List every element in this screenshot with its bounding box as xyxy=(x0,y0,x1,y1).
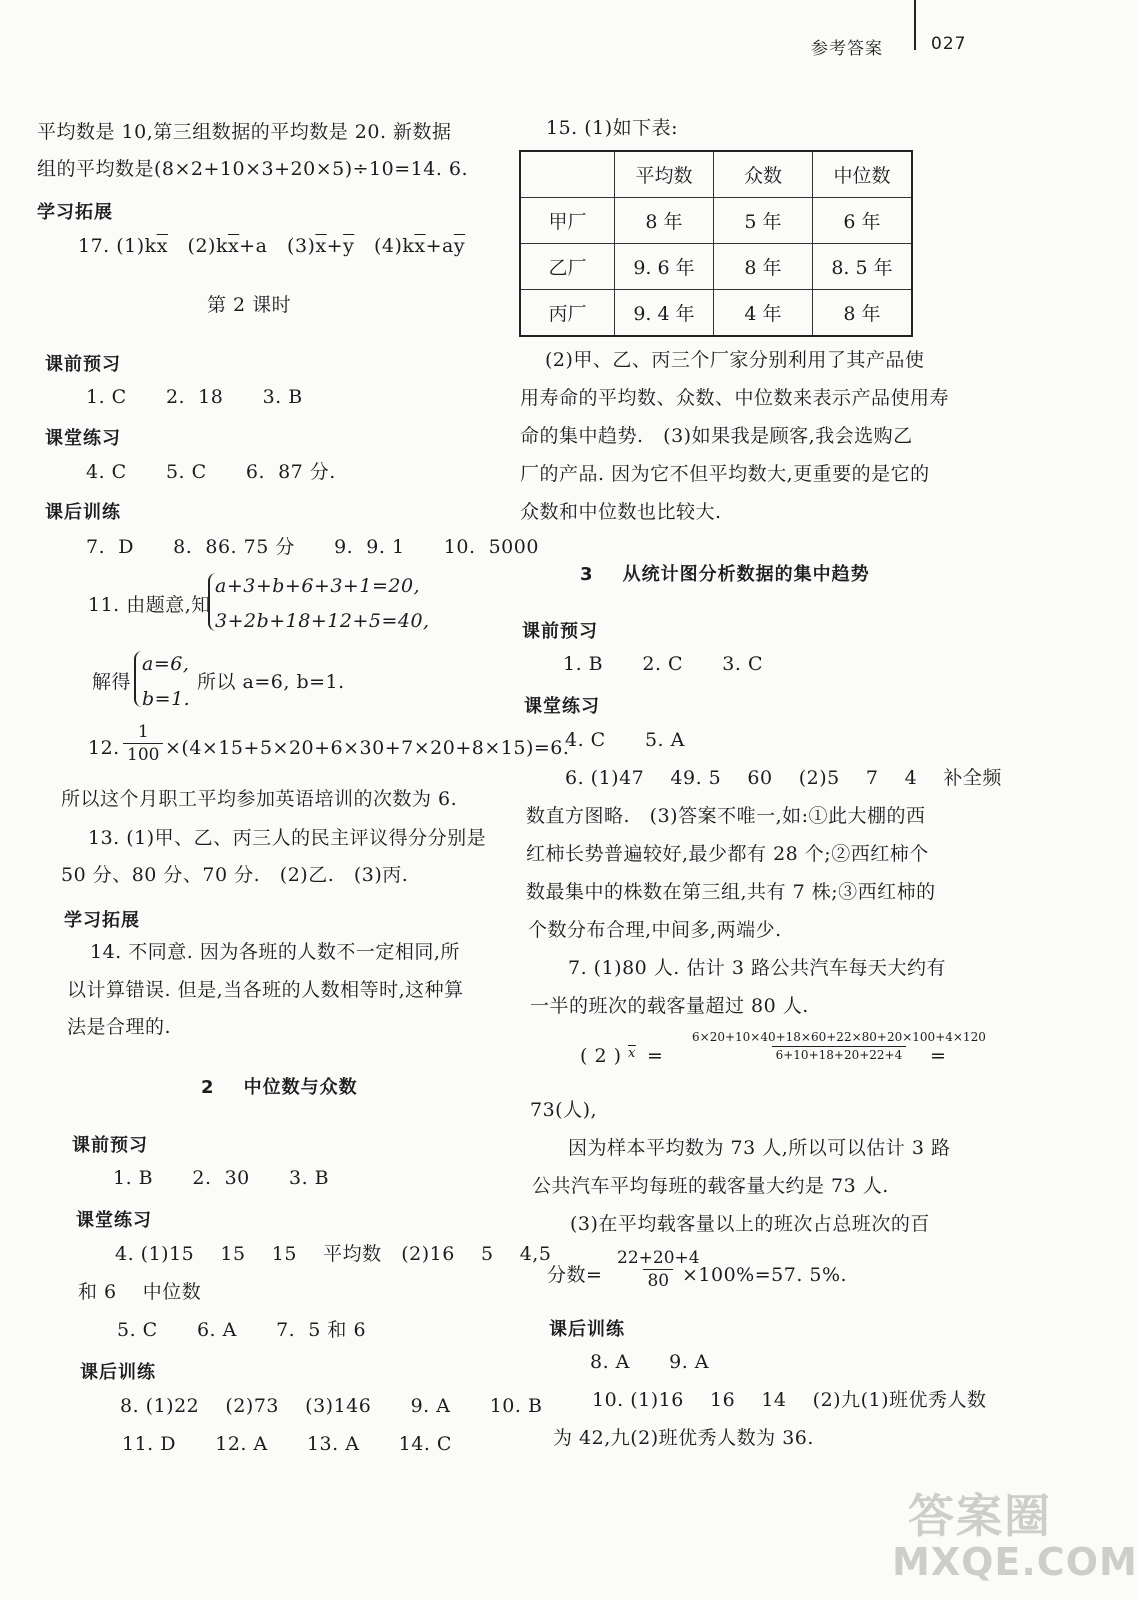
s3-q7-percent-numerator: 22+20+4 xyxy=(617,1248,700,1268)
q12-denominator: 100 xyxy=(123,743,163,765)
heading-xuexi-tuozhan-2: 学习拓展 xyxy=(64,910,140,931)
table-header-row xyxy=(520,151,912,198)
s3-q6-line-1: 6. (1)47 49. 5 60 (2)5 7 4 补全频 xyxy=(565,767,1002,789)
header-divider xyxy=(914,0,916,50)
s3-q7-line-4: 公共汽车平均每班的载客量大约是 73 人. xyxy=(532,1175,889,1197)
s3-q4-5: 4. C 5. A xyxy=(565,729,685,751)
q11-solution-brace xyxy=(134,651,142,707)
s3-q7-mean-numerator: 6×20+10×40+18×60+22×80+20×100+4×120 xyxy=(692,1030,986,1044)
table-cell: 9. 6 年 xyxy=(615,244,714,290)
s3-q7-part2-prefix: ( 2 ) xyxy=(580,1045,622,1067)
table-cell: 6 年 xyxy=(813,198,913,244)
heading-s3-khxl: 课后训练 xyxy=(549,1319,625,1340)
kqyx-answers: 1. C 2. 18 3. B xyxy=(86,386,303,408)
s3-q7-mean-symbol: $\overline{x}$ xyxy=(628,1046,636,1061)
table-header-cell: 中位数 xyxy=(813,151,913,198)
s3-q7-line-2: 一半的班次的载客量超过 80 人. xyxy=(530,995,809,1017)
table-cell: 乙厂 xyxy=(520,244,615,290)
s2-q4-line-2: 和 6 中位数 xyxy=(78,1281,202,1303)
q12-conclusion: 所以这个月职工平均参加英语培训的次数为 6. xyxy=(61,788,458,810)
q11-solution-1: a=6, xyxy=(142,653,190,675)
s2-q11-14: 11. D 12. A 13. A 14. C xyxy=(122,1433,452,1455)
s2-q8-10: 8. (1)22 (2)73 (3)146 9. A 10. B xyxy=(120,1395,543,1417)
q15-line-3: 命的集中趋势. (3)如果我是顾客,我会选购乙 xyxy=(520,425,913,447)
heading-s2-kqyx: 课前预习 xyxy=(72,1135,148,1156)
table-row xyxy=(520,198,912,244)
s3-q7-line-1: 7. (1)80 人. 估计 3 路公共汽车每天大约有 xyxy=(568,957,947,979)
q11-equation-2: 3+2b+18+12+5=40, xyxy=(215,610,430,632)
q13-line-1: 13. (1)甲、乙、丙三人的民主评议得分分别是 xyxy=(88,827,487,849)
table-header-cell: 平均数 xyxy=(615,151,714,198)
heading-khxl: 课后训练 xyxy=(45,502,121,523)
table-cell: 4 年 xyxy=(714,290,813,337)
q13-line-2: 50 分、80 分、70 分. (2)乙. (3)丙. xyxy=(61,864,409,886)
s3-q10-line-1: 10. (1)16 16 14 (2)九(1)班优秀人数 xyxy=(592,1389,987,1411)
s2-q4-line-1: 4. (1)15 15 15 平均数 (2)16 5 4,5 xyxy=(115,1243,552,1265)
q11-prefix: 11. 由题意,知 xyxy=(88,594,211,616)
s3-q7-equals-2: = xyxy=(930,1045,947,1067)
heading-kqyx: 课前预习 xyxy=(45,354,121,375)
s3-q7-mean-result: 73(人), xyxy=(530,1099,598,1121)
s2-kqyx-answers: 1. B 2. 30 3. B xyxy=(113,1167,330,1189)
q15-line-2: 用寿命的平均数、众数、中位数来表示产品使用寿 xyxy=(520,387,950,409)
table-cell: 8 年 xyxy=(714,244,813,290)
section-2-title: 2 中位数与众数 xyxy=(201,1077,358,1098)
q12-expression: ×(4×15+5×20+6×30+7×20+8×15)=6. xyxy=(165,737,570,759)
s2-q5-7: 5. C 6. A 7. 5 和 6 xyxy=(117,1319,367,1341)
heading-xuexi-tuozhan-1: 学习拓展 xyxy=(37,202,113,223)
q11-solution-2: b=1. xyxy=(142,688,191,710)
q15-line-1: (2)甲、乙、丙三个厂家分别利用了其产品使 xyxy=(545,349,925,371)
s3-q6-line-5: 个数分布合理,中间多,两端少. xyxy=(528,919,782,941)
table-cell: 9. 4 年 xyxy=(615,290,714,337)
watermark-site: MXQE.COM xyxy=(892,1540,1138,1584)
s3-q7-percent-result: ×100%=57. 5%. xyxy=(682,1264,848,1286)
continued-line-1: 平均数是 10,第三组数据的平均数是 20. 新数据 xyxy=(37,121,452,143)
q11-equation-1: a+3+b+6+3+1=20, xyxy=(215,575,421,597)
s3-q6-line-3: 红柿长势普遍较好,最少都有 28 个;②西红柿个 xyxy=(526,843,929,865)
table-cell: 8 年 xyxy=(615,198,714,244)
table-row xyxy=(520,244,912,290)
heading-s2-ktlx: 课堂练习 xyxy=(76,1210,152,1231)
s3-q7-line-5: (3)在平均载客量以上的班次占总班次的百 xyxy=(570,1213,930,1235)
s3-q7-equals-1: = xyxy=(647,1045,664,1067)
table-cell: 5 年 xyxy=(714,198,813,244)
heading-s2-khxl: 课后训练 xyxy=(80,1362,156,1383)
s3-q6-line-4: 数最集中的株数在第三组,共有 7 株;③西红柿的 xyxy=(526,881,936,903)
q15-line-5: 众数和中位数也比较大. xyxy=(520,501,722,523)
q11-solve-label: 解得 xyxy=(92,671,132,693)
table-cell: 甲厂 xyxy=(520,198,615,244)
page-number: 027 xyxy=(931,34,967,54)
s3-q7-line-3: 因为样本平均数为 73 人,所以可以估计 3 路 xyxy=(568,1137,951,1159)
running-header-title: 参考答案 xyxy=(811,39,883,59)
table-cell: 8 年 xyxy=(813,290,913,337)
lesson-2-title: 第 2 课时 xyxy=(207,294,292,316)
q12-numerator: 1 xyxy=(137,722,149,742)
watermark-logo: 答案圈 xyxy=(908,1489,1052,1543)
section-3-title: 3 从统计图分析数据的集中趋势 xyxy=(580,564,870,585)
table-row xyxy=(520,290,912,337)
table-header-cell: 众数 xyxy=(714,151,813,198)
q11-result: 所以 a=6, b=1. xyxy=(197,671,345,693)
s3-q8-9: 8. A 9. A xyxy=(590,1351,710,1373)
table-cell: 8. 5 年 xyxy=(813,244,913,290)
s3-q10-line-2: 为 42,九(2)班优秀人数为 36. xyxy=(553,1427,814,1449)
s3-q7-percent-denominator: 80 xyxy=(643,1269,673,1291)
s3-kqyx-answers: 1. B 2. C 3. C xyxy=(563,653,764,675)
question-17: 17. $(1)k\overline{x}$ $(2)k\overline{x}+a$ $(3)\overline{x}+\overline{y}$ $(4)k\overline{x}+a\overline{y}$ xyxy=(78,235,466,257)
table-cell: 丙厂 xyxy=(520,290,615,337)
continued-line-2: 组的平均数是(8×2+10×3+20×5)÷10=14. 6. xyxy=(37,158,469,180)
q12-fraction xyxy=(123,722,163,765)
heading-s3-kqyx: 课前预习 xyxy=(522,621,598,642)
heading-s3-ktlx: 课堂练习 xyxy=(524,696,600,717)
q14-line-1: 14. 不同意. 因为各班的人数不一定相同,所 xyxy=(90,941,460,963)
q15-intro: 15. (1)如下表: xyxy=(546,117,679,139)
s3-q7-mean-denominator: 6+10+18+20+22+4 xyxy=(772,1046,907,1062)
q15-line-4: 厂的产品. 因为它不但平均数大,更重要的是它的 xyxy=(520,463,930,485)
q12-prefix: 12. xyxy=(88,737,120,759)
q15-table xyxy=(519,150,913,337)
ktlx-answers: 4. C 5. C 6. 87 分. xyxy=(86,461,336,483)
heading-ktlx: 课堂练习 xyxy=(45,428,121,449)
table-header-cell xyxy=(520,151,615,198)
khxl-answers: 7. D 8. 86. 75 分 9. 9. 1 10. 5000 xyxy=(86,536,539,558)
q14-line-3: 法是合理的. xyxy=(67,1016,172,1038)
s3-q7-percent-prefix: 分数= xyxy=(547,1264,603,1286)
s3-q6-line-2: 数直方图略. (3)答案不唯一,如:①此大棚的西 xyxy=(526,805,926,827)
q14-line-2: 以计算错误. 但是,当各班的人数相等时,这种算 xyxy=(67,979,464,1001)
